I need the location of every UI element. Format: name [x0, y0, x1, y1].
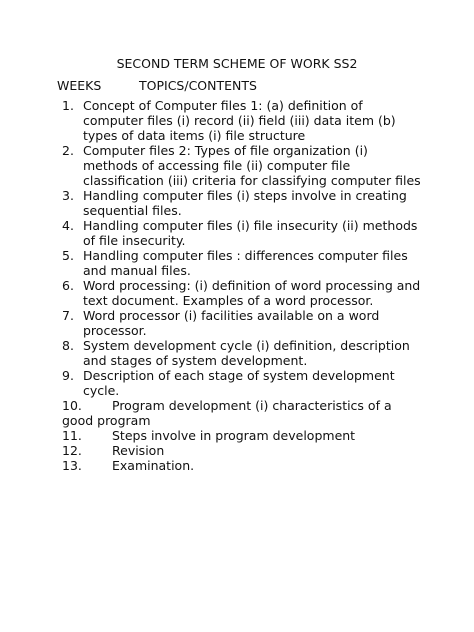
list-item [62, 368, 422, 398]
item-number: 13. [62, 458, 82, 473]
list-item [62, 188, 422, 218]
item-text: Description of each stage of system development cycle. [83, 368, 395, 398]
document-title: SECOND TERM SCHEME OF WORK SS2 [116, 56, 358, 71]
item-text: Handling computer files : differences computer files and manual files. [83, 248, 408, 278]
item-number: 3. [62, 188, 74, 203]
list-item [62, 458, 422, 473]
item-text: Computer files 2: Types of file organization (i) methods of accessing file (ii) computer file classification (iii) criteria for classifying computer files [83, 143, 421, 188]
list-item [62, 248, 422, 278]
list-item [62, 428, 422, 443]
list-item [62, 218, 422, 248]
item-number: 8. [62, 338, 74, 353]
list-item [62, 98, 422, 143]
item-text: Handling computer files (i) steps involve in creating sequential files. [83, 188, 407, 218]
list-item [62, 338, 422, 368]
item-number: 11. [62, 428, 82, 443]
item-text: System development cycle (i) definition, description and stages of system development. [83, 338, 410, 368]
item-text: Handling computer files (i) file insecurity (ii) methods of file insecurity. [83, 218, 418, 248]
item-text: Concept of Computer files 1: (a) definition of computer files (i) record (ii) field (iii) data item (b) types of data items (i) file structure [83, 98, 396, 143]
topics-list [62, 98, 422, 473]
list-item [62, 278, 422, 308]
item-number: 4. [62, 218, 74, 233]
item-number: 5. [62, 248, 74, 263]
item-number: 1. [62, 98, 74, 113]
topics-label: TOPICS/CONTENTS [139, 78, 257, 93]
item-number: 2. [62, 143, 74, 158]
list-item [62, 308, 422, 338]
list-item [62, 143, 422, 188]
list-item [62, 398, 422, 428]
weeks-label: WEEKS [57, 78, 102, 93]
item-number: 6. [62, 278, 74, 293]
item-text: Examination. [112, 458, 195, 473]
item-number: 9. [62, 368, 74, 383]
item-number: 7. [62, 308, 74, 323]
item-number: 10. [62, 398, 82, 413]
item-text: Revision [112, 443, 165, 458]
list-item [62, 443, 422, 458]
item-text: Steps involve in program development [112, 428, 356, 443]
table-header [57, 78, 257, 94]
item-text: Program development (i) characteristics of a good program [62, 398, 392, 428]
item-text: Word processor (i) facilities available on a word processor. [83, 308, 380, 338]
item-number: 12. [62, 443, 82, 458]
item-text: Word processing: (i) definition of word processing and text document. Examples of a word processor. [83, 278, 421, 308]
